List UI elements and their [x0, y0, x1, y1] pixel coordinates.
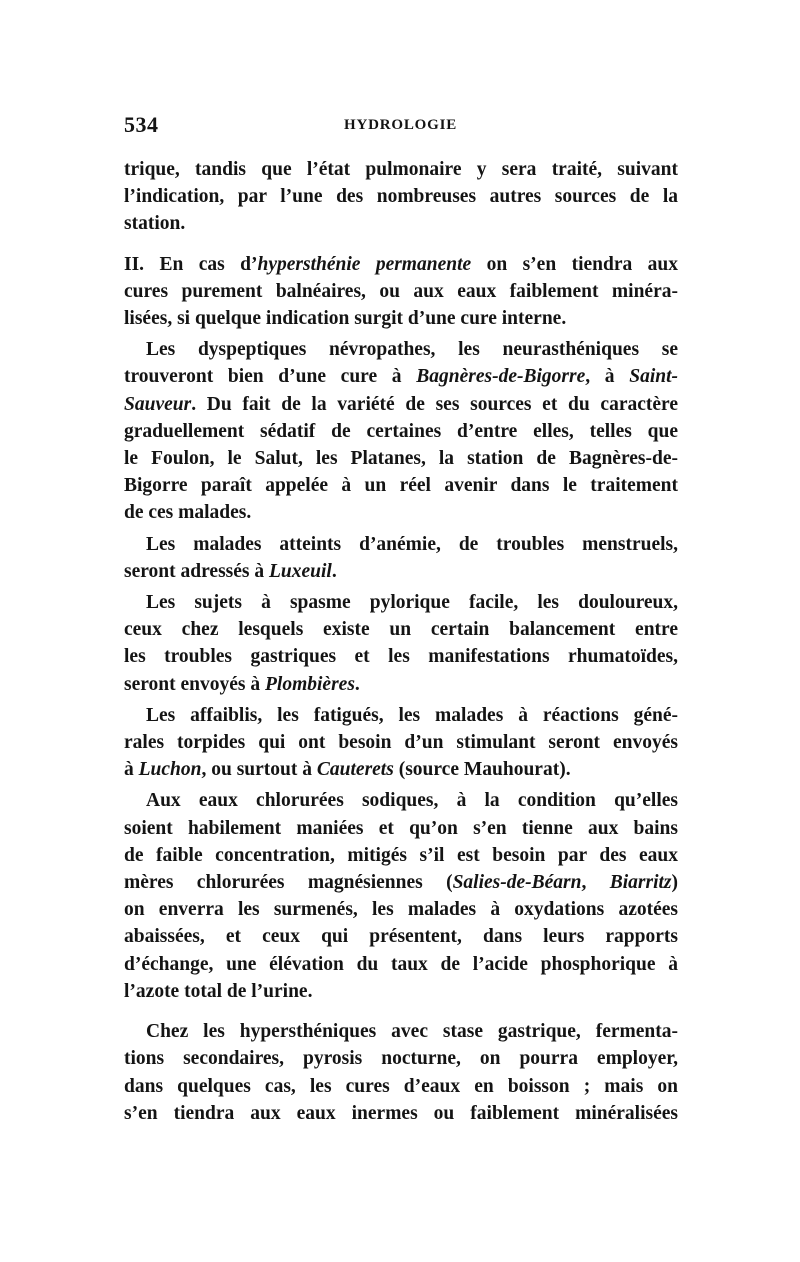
body-text	[124, 156, 678, 1127]
text-run: rales torpides qui ont besoin d’un stimulant seront envoyés	[124, 732, 678, 754]
text-run: II. En cas d’	[124, 253, 258, 275]
paragraph	[124, 1018, 678, 1127]
text-run: à	[124, 759, 139, 781]
text-run: mères chlorurées magnésiennes (	[124, 872, 453, 894]
italic-text: Sauveur	[124, 393, 192, 415]
text-run: . Du fait de la variété de ses sources et du caractère	[191, 393, 678, 415]
text-run: Les sujets à spasme pylorique facile, les douloureux,	[146, 592, 678, 614]
text-run: , ou surtout à	[201, 759, 317, 781]
text-run: l’indication, par l’une des nombreuses autres sources de la	[124, 186, 678, 208]
text-line	[124, 589, 678, 616]
text-run: tions secondaires, pyrosis nocturne, on pourra employer,	[124, 1048, 678, 1070]
text-line	[124, 418, 678, 445]
text-run: Aux eaux chlorurées sodiques, à la condition qu’elles	[146, 790, 678, 812]
text-line	[124, 671, 678, 698]
text-run: les troubles gastriques et les manifestations rhumatoïdes,	[124, 646, 678, 668]
italic-text: Cauterets	[316, 759, 394, 781]
text-run: ,	[581, 872, 610, 894]
italic-text: Saint-	[629, 366, 679, 388]
text-run: (source Mauhourat).	[393, 759, 571, 781]
text-run: on enverra les surmenés, les malades à oxydations azotées	[124, 899, 678, 921]
text-line	[124, 558, 678, 585]
text-line	[124, 391, 678, 418]
italic-text: hypersthénie permanente	[257, 253, 472, 275]
italic-text: Biarritz	[609, 872, 672, 894]
text-run: soient habilement maniées et qu’on s’en tienne aux bains	[124, 817, 678, 839]
text-run: Bigorre paraît appelée à un réel avenir dans le traitement	[124, 475, 678, 497]
paragraph	[124, 787, 678, 1005]
italic-text: Luchon	[138, 759, 202, 781]
paragraph	[124, 251, 678, 333]
text-run: seront envoyés à	[124, 673, 266, 695]
text-run: station.	[124, 213, 186, 235]
text-run: , à	[585, 366, 630, 388]
text-run: de ces malades.	[124, 502, 252, 524]
text-run: cures purement balnéaires, ou aux eaux faiblement minéra-	[124, 280, 678, 302]
text-line	[124, 951, 678, 978]
paragraph	[124, 336, 678, 526]
text-line	[124, 445, 678, 472]
text-run: abaissées, et ceux qui présentent, dans leurs rapports	[124, 926, 678, 948]
text-line	[124, 278, 678, 305]
text-run: seront adressés à	[124, 560, 269, 582]
italic-text: Salies-de-Béarn	[452, 872, 582, 894]
text-run: graduellement sédatif de certaines d’entre elles, telles que	[124, 420, 678, 442]
text-run: Les affaiblis, les fatigués, les malades à réactions géné-	[146, 704, 678, 726]
text-run: lisées, si quelque indication surgit d’une cure interne.	[124, 308, 567, 330]
text-line	[124, 869, 678, 896]
paragraph	[124, 702, 678, 784]
text-run: d’échange, une élévation du taux de l’acide phosphorique à	[124, 953, 678, 975]
text-line	[124, 499, 678, 526]
paragraph	[124, 531, 678, 585]
running-head	[124, 112, 678, 142]
text-run: .	[354, 673, 360, 695]
text-line	[124, 702, 678, 729]
page-number: 534	[124, 112, 159, 137]
text-run: on s’en tiendra aux	[471, 253, 678, 275]
text-line	[124, 1073, 678, 1100]
text-line	[124, 1045, 678, 1072]
text-run: ceux chez lesquels existe un certain balancement entre	[124, 619, 678, 641]
text-run: .	[331, 560, 337, 582]
text-line	[124, 756, 678, 783]
text-line	[124, 787, 678, 814]
text-line	[124, 363, 678, 390]
paragraph	[124, 156, 678, 238]
text-run: Les malades atteints d’anémie, de troubles menstruels,	[146, 533, 678, 555]
text-run: dans quelques cas, les cures d’eaux en boisson ; mais on	[124, 1075, 678, 1097]
text-run: trouveront bien d’une cure à	[124, 366, 417, 388]
text-run: trique, tandis que l’état pulmonaire y sera traité, suivant	[124, 159, 678, 180]
text-line	[124, 923, 678, 950]
text-run: l’azote total de l’urine.	[124, 980, 313, 1002]
text-run: )	[671, 872, 679, 894]
running-title: HYDROLOGIE	[344, 117, 458, 133]
text-line	[124, 251, 678, 278]
text-line	[124, 616, 678, 643]
paragraph	[124, 589, 678, 698]
text-line	[124, 1100, 678, 1127]
text-line	[124, 210, 678, 237]
text-run: Chez les hypersthéniques avec stase gastrique, fermenta-	[146, 1021, 678, 1043]
text-line	[124, 1018, 678, 1045]
text-line	[124, 896, 678, 923]
text-run: le Foulon, le Salut, les Platanes, la station de Bagnères-de-	[124, 448, 678, 470]
text-run: Les dyspeptiques névropathes, les neurasthéniques se	[146, 339, 678, 361]
text-line	[124, 305, 678, 332]
italic-text: Bagnères-de-Bigorre	[416, 366, 586, 388]
text-line	[124, 183, 678, 210]
text-line	[124, 472, 678, 499]
text-run: de faible concentration, mitigés s’il est besoin par des eaux	[124, 844, 678, 866]
text-run: s’en tiendra aux eaux inermes ou faiblement minéralisées	[124, 1102, 678, 1124]
text-line	[124, 156, 678, 183]
text-line	[124, 842, 678, 869]
text-line	[124, 336, 678, 363]
italic-text: Plombières	[265, 673, 355, 695]
text-line	[124, 729, 678, 756]
text-line	[124, 531, 678, 558]
italic-text: Luxeuil	[268, 560, 332, 582]
text-line	[124, 815, 678, 842]
text-line	[124, 643, 678, 670]
text-line	[124, 978, 678, 1005]
